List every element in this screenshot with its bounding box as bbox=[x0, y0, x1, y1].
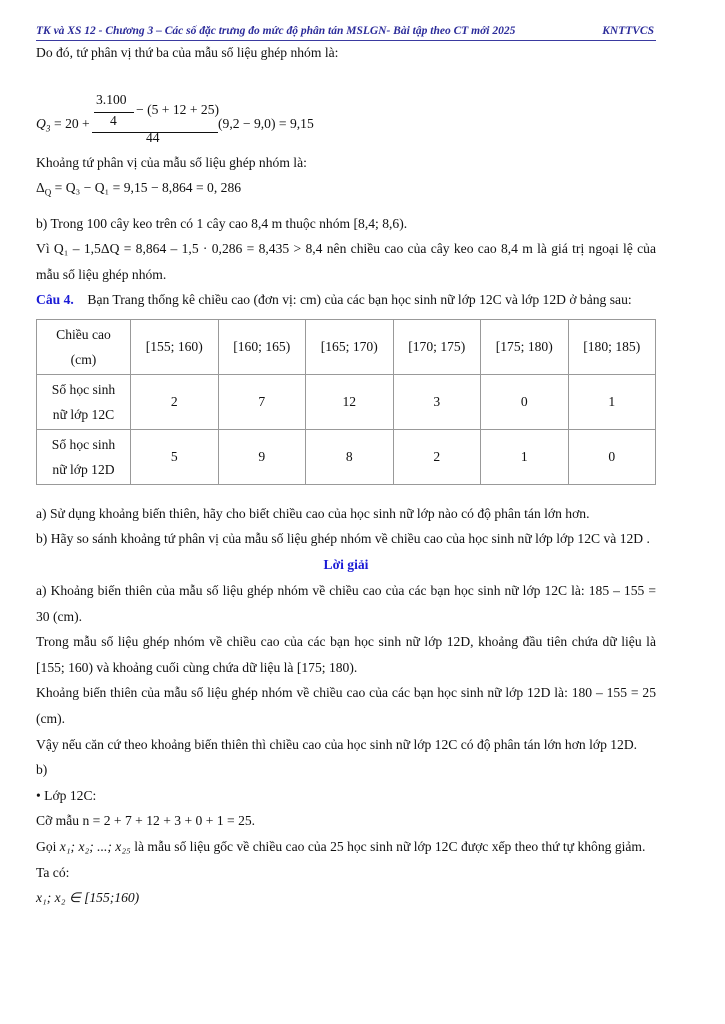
solution-paragraph: Ta có: bbox=[36, 864, 70, 880]
height-table bbox=[36, 319, 656, 485]
question-4: Câu 4. Bạn Trang thống kê chiều cao (đơn vị: cm) của các bạn học sinh nữ lớp 12C và lớp 12D ở bảng sau: bbox=[36, 292, 632, 308]
table-col-header: [170; 175) bbox=[393, 319, 481, 374]
table-row-label: Số học sinh nữ lớp 12C bbox=[37, 374, 131, 429]
eq-num-top: 3.100 bbox=[96, 91, 127, 107]
document-body bbox=[36, 40, 656, 911]
table-cell: 7 bbox=[218, 374, 306, 429]
paragraph: b) Trong 100 cây keo trên có 1 cây cao 8,4 m thuộc nhóm [8,4; 8,6). bbox=[36, 215, 408, 231]
table-cell: 2 bbox=[393, 429, 481, 484]
table-col-header: [165; 170) bbox=[306, 319, 394, 374]
table-cell: 0 bbox=[568, 429, 656, 484]
page-header bbox=[36, 24, 656, 41]
solution-paragraph: b) bbox=[36, 762, 48, 778]
table-row bbox=[37, 429, 656, 484]
solution-math: x₁; x₂ ∈ [155;160) bbox=[36, 890, 140, 906]
equation-iqr: $\Delta_Q = Q_3 - Q_1 = 9,15 - 8,864 = 0$, 286 bbox=[36, 180, 242, 198]
solution-paragraph: Khoảng biến thiên của mẫu số liệu ghép nhóm về chiều cao của các bạn học sinh nữ lớp 12D là: 180 – 155 = 25 (cm). bbox=[36, 685, 656, 727]
paragraph: Vì Q₁ – 1,5ΔQ = 8,864 – 1,5 · 0,286 = 8,435 > 8,4 nên chiều cao của cây keo cao 8,4 m là giá trị ngoại lệ của mẫu số liệu ghép nhóm. bbox=[36, 241, 656, 282]
paragraph: Khoảng tứ phân vị của mẫu số liệu ghép nhóm là: bbox=[36, 154, 307, 170]
eq-den: 44 bbox=[146, 129, 160, 145]
paragraph: Do đó, tứ phân vị thứ ba của mẫu số liệu ghép nhóm là: bbox=[36, 45, 339, 60]
solution-title: Lời giải bbox=[323, 557, 369, 573]
solution-paragraph: Vậy nếu căn cứ theo khoảng biến thiên thì chiều cao của học sinh nữ lớp 12C có độ phân tán lớn hơn lớp 12D. bbox=[36, 736, 638, 752]
solution-paragraph: Trong mẫu số liệu ghép nhóm về chiều cao của các bạn học sinh nữ lớp 12D, khoảng đầu tiên chứa dữ liệu là [155; 160) và khoảng cuối cùng chứa dữ liệu là [175; 180). bbox=[36, 634, 656, 675]
part-a: a) Sử dụng khoảng biến thiên, hãy cho biết chiều cao của học sinh nữ lớp nào có độ phân tán lớn hơn. bbox=[36, 505, 590, 521]
table-col-header: [155; 160) bbox=[131, 319, 219, 374]
table-cell: 1 bbox=[481, 429, 569, 484]
table-cell: 12 bbox=[306, 374, 394, 429]
eq-q3-part: = 20 + bbox=[54, 115, 90, 131]
table-cell: 8 bbox=[306, 429, 394, 484]
table-col-header: [180; 185) bbox=[568, 319, 656, 374]
table-header-row bbox=[37, 319, 656, 374]
eq-q3-label: $Q_3$ bbox=[36, 115, 51, 134]
eq-rhs: (9,2 − 9,0) = 9,15 bbox=[218, 115, 314, 131]
table-cell: 1 bbox=[568, 374, 656, 429]
solution-paragraph: Gọi x₁; x₂; ...; x₂₅ là mẫu số liệu gốc về chiều cao của 25 học sinh nữ lớp 12C được xếp theo thứ tự không giảm. bbox=[36, 839, 646, 854]
table-row bbox=[37, 374, 656, 429]
table-col-header: [160; 165) bbox=[218, 319, 306, 374]
part-b: b) Hãy so sánh khoảng tứ phân vị của mẫu số liệu ghép nhóm về chiều cao của học sinh nữ lớp lớp 12C và 12D . bbox=[36, 531, 650, 547]
eq-num-den: 4 bbox=[110, 112, 117, 128]
eq-num-rest: − (5 + 12 + 25) bbox=[136, 101, 220, 117]
table-row-label: Số học sinh nữ lớp 12D bbox=[37, 429, 131, 484]
table-col-header: [175; 180) bbox=[481, 319, 569, 374]
header-code: KNTTVCS bbox=[602, 25, 654, 37]
table-cell: 3 bbox=[393, 374, 481, 429]
table-cell: 9 bbox=[218, 429, 306, 484]
table-cell: 2 bbox=[131, 374, 219, 429]
solution-paragraph: Cỡ mẫu n = 2 + 7 + 12 + 3 + 0 + 1 = 25. bbox=[36, 813, 256, 829]
solution-paragraph: a) Khoảng biến thiên của mẫu số liệu ghép nhóm về chiều cao của các bạn học sinh nữ lớp 12C là: 185 – 155 = 30 (cm). bbox=[36, 583, 656, 624]
table-header-label: Chiều cao (cm) bbox=[37, 319, 131, 374]
solution-paragraph: • Lớp 12C: bbox=[36, 787, 97, 803]
table-cell: 0 bbox=[481, 374, 569, 429]
table-cell: 5 bbox=[131, 429, 219, 484]
header-title: TK và XS 12 - Chương 3 – Các số đặc trưng đo mức độ phân tán MSLGN- Bài tập theo CT mới 2025 bbox=[36, 25, 516, 37]
equation-q3 bbox=[36, 66, 656, 144]
question-label: Câu 4. bbox=[36, 292, 74, 308]
